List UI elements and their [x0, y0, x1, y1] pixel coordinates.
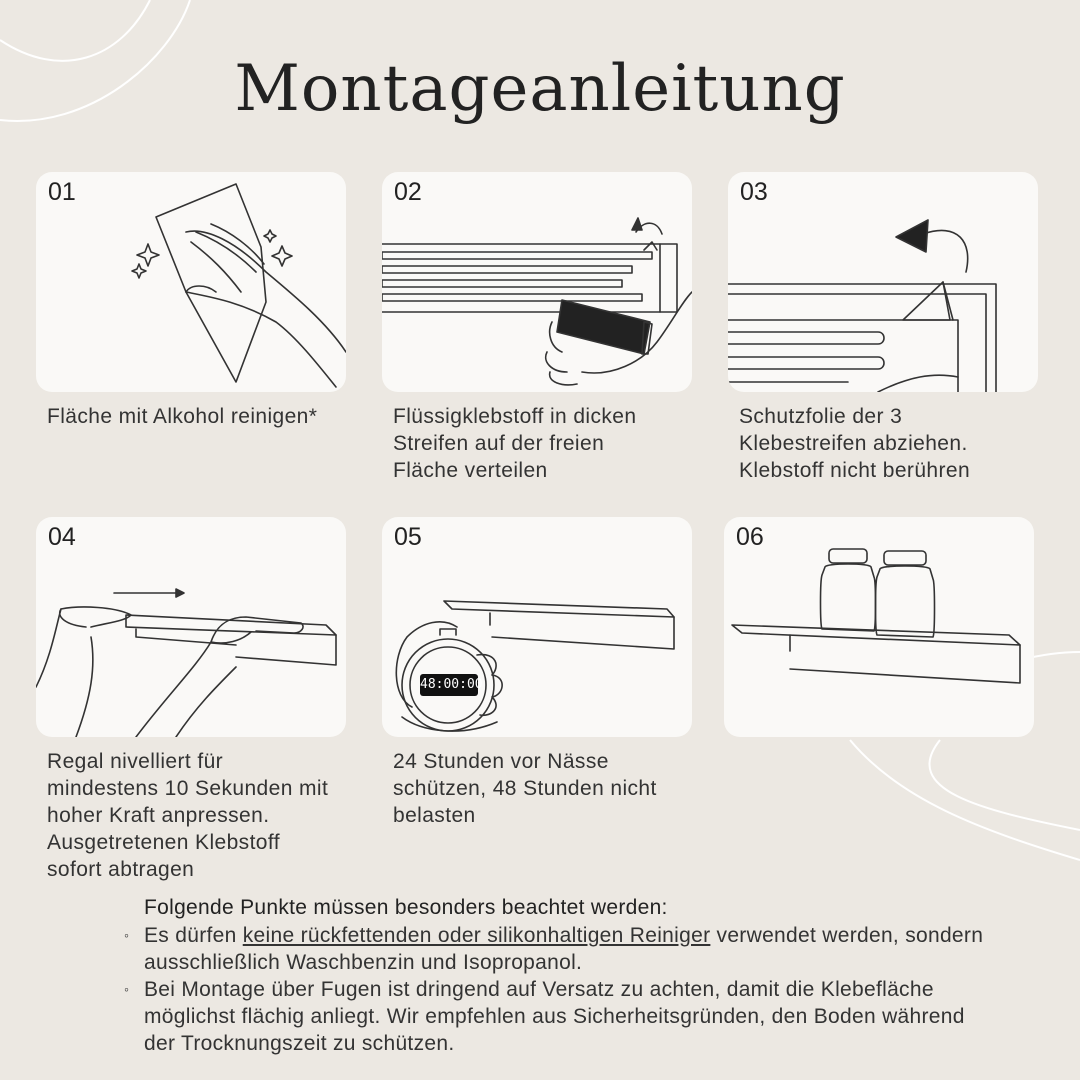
timer-display: 48:00:00	[420, 674, 478, 696]
step-caption-04: Regal nivelliert für mindestens 10 Sekunden mit hoher Kraft anpressen. Ausgetretenen Klebstoff sofort abtragen	[47, 750, 329, 881]
notes-heading: Folgende Punkte müssen besonders beachtet werden:	[144, 896, 668, 919]
note-text: Bei Montage über Fugen ist dringend auf Versatz zu achten, damit die Klebefläche möglichst flächig anliegt. Wir empfehlen aus Sicherheitsgründen, den Boden während der Trocknungszeit zu schützen.	[144, 978, 965, 1055]
note-item	[120, 976, 1000, 1057]
notes-section	[120, 896, 1000, 1057]
stopwatch-shelf-icon	[382, 517, 692, 737]
glue-application-icon	[382, 172, 692, 392]
page-title: Montageanleitung	[234, 52, 846, 126]
step-number: 06	[736, 523, 764, 551]
step-caption-02: Flüssigklebstoff in dicken Streifen auf der freien Fläche verteilen	[393, 405, 637, 482]
step-card-03	[728, 172, 1038, 392]
note-underlined-text: keine rückfettenden oder silikonhaltigen Reiniger	[242, 924, 711, 947]
peel-film-icon	[728, 172, 1038, 392]
step-number: 01	[48, 178, 76, 206]
wipe-cloth-hand-icon	[36, 172, 346, 392]
step-card-06	[724, 517, 1034, 737]
step-card-04	[36, 517, 346, 737]
step-number: 03	[740, 178, 768, 206]
step-caption-03: Schutzfolie der 3 Klebestreifen abziehen. Klebstoff nicht berühren	[739, 405, 971, 482]
step-card-01	[36, 172, 346, 392]
note-text: Es dürfen	[144, 924, 243, 947]
step-number: 02	[394, 178, 422, 206]
note-text: verwendet werden, sondern ausschließlich Waschbenzin und Isopropanol.	[144, 924, 984, 974]
bullet-icon: ◦	[124, 981, 130, 997]
bullet-icon: ◦	[124, 927, 130, 943]
note-item	[120, 922, 1000, 976]
shelf-with-jars-icon	[724, 517, 1034, 737]
step-caption-05: 24 Stunden vor Nässe schützen, 48 Stunden nicht belasten	[393, 750, 657, 827]
step-card-05	[382, 517, 692, 737]
step-card-02	[382, 172, 692, 392]
step-caption-01: Fläche mit Alkohol reinigen*	[47, 405, 318, 428]
step-number: 05	[394, 523, 422, 551]
step-number: 04	[48, 523, 76, 551]
press-shelf-icon	[36, 517, 346, 737]
